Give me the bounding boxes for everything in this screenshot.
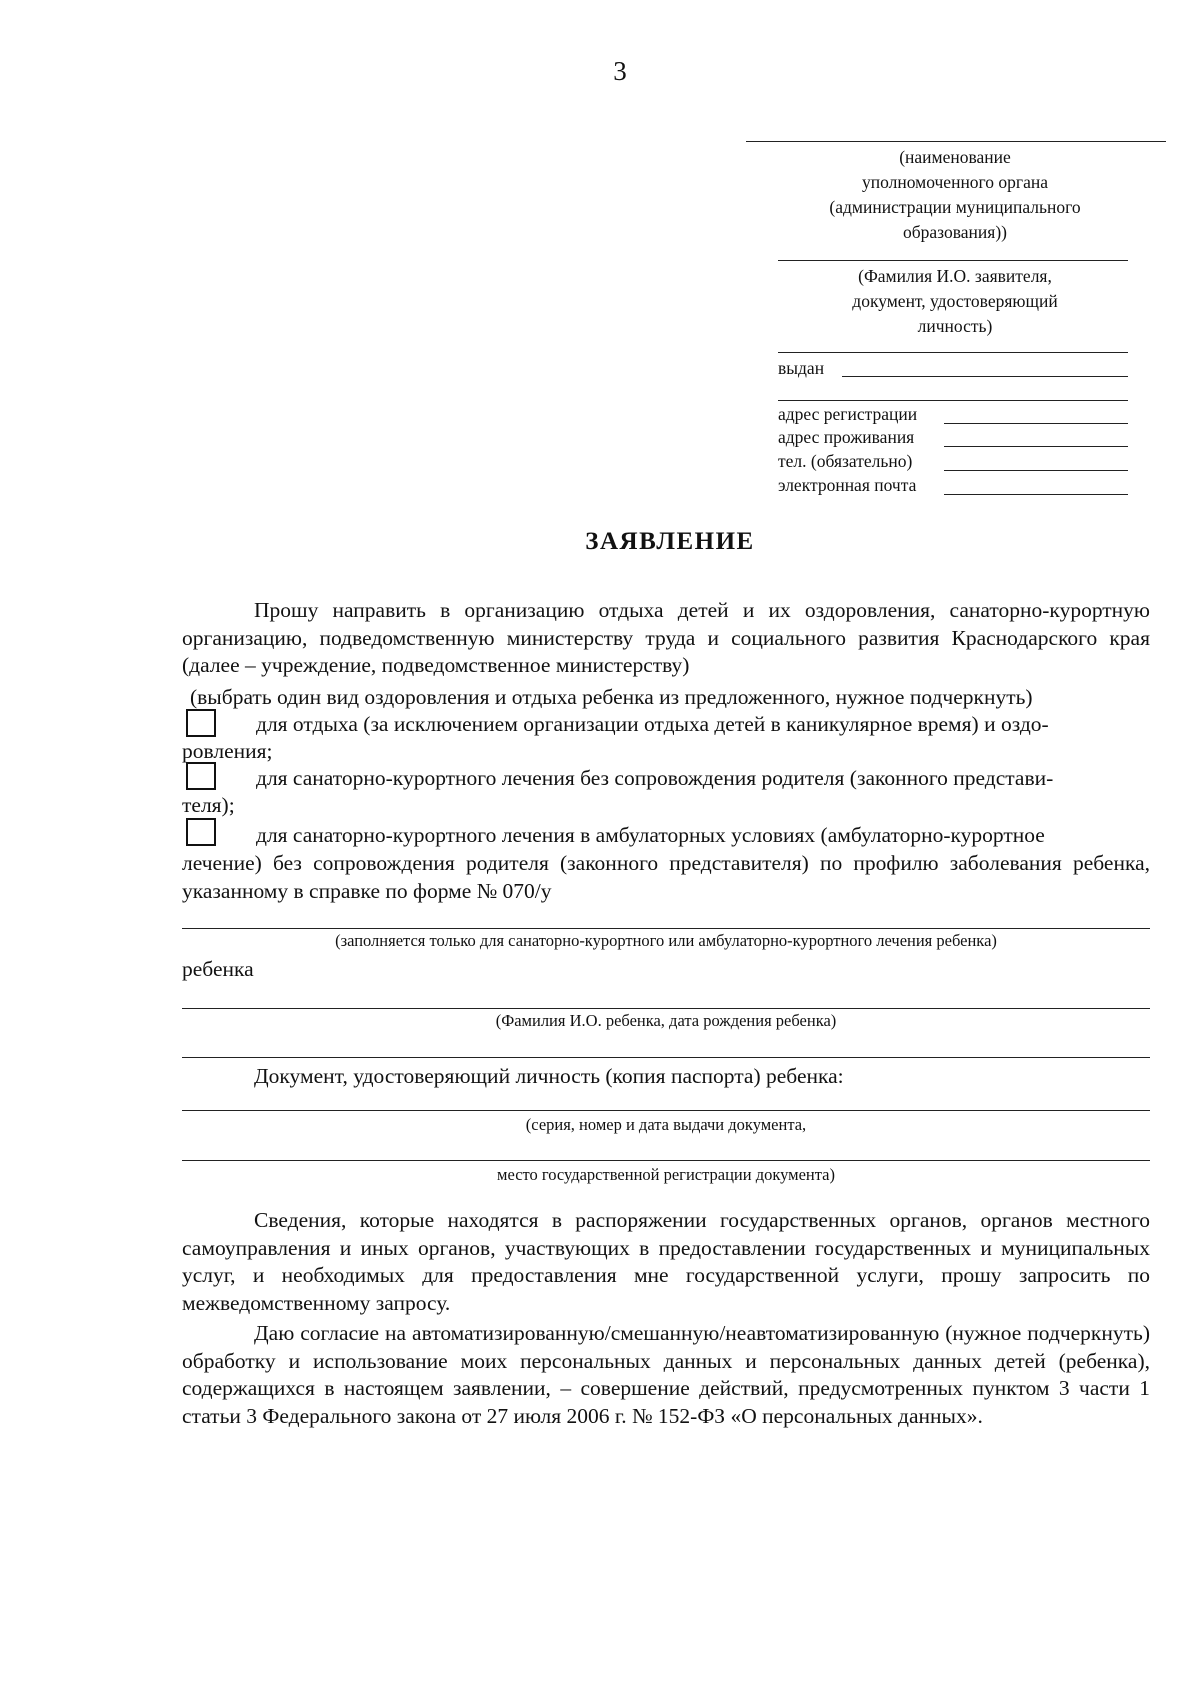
email-input[interactable] (944, 494, 1128, 495)
option-rest-text: для отдыха (за исключением организации отдыха детей в каникулярное время) и оздо- (256, 712, 1049, 736)
issued-label: выдан (778, 358, 825, 378)
applicant-line[interactable] (778, 260, 1128, 261)
option-sanatorium-text: для санаторно-курортного лечения без сопровождения родителя (законного представи- (256, 766, 1054, 790)
email-field: электронная почта (778, 475, 917, 495)
child-registration-caption: место государственной регистрации документа) (497, 1165, 835, 1184)
option-outpatient-text: для санаторно-курортного лечения в амбулаторных условиях (амбулаторно-курортное (256, 823, 1045, 847)
phone-field: тел. (обязательно) (778, 451, 913, 471)
authority-caption: (наименование уполномоченного органа (администрации муниципального образования)) (829, 147, 1081, 242)
page-number: 3 (613, 56, 627, 86)
child-name-caption: (Фамилия И.О. ребенка, дата рождения ребенка) (495, 1011, 837, 1030)
child-document-line[interactable] (182, 1110, 1150, 1111)
document-title: ЗАЯВЛЕНИЕ (585, 528, 755, 555)
child-document-caption: (серия, номер и дата выдачи документа, (525, 1115, 807, 1134)
residence-address-input[interactable] (944, 446, 1128, 447)
selection-instruction: (выбрать один вид оздоровления и отдыха ребенка из предложенного, нужное подчеркнуть) (190, 685, 1033, 709)
treatment-line[interactable] (182, 928, 1150, 929)
applicant-caption: (Фамилия И.О. заявителя, документ, удостоверяющий личность) (852, 266, 1058, 336)
option-sanatorium-continuation: теля); (182, 793, 235, 817)
information-paragraph: Сведения, которые находятся в распоряжении государственных органов, органов местного самоуправления и иных органов, участвующих в предоставлении государственных и муниципальных услуг, и необходимых для предоставления мне государственной услуги, прошу запросить по межведомственному запросу. (182, 1208, 1150, 1315)
phone-input[interactable] (944, 470, 1128, 471)
option-sanatorium-checkbox[interactable] (186, 762, 216, 790)
option-rest-checkbox[interactable] (186, 709, 216, 737)
consent-paragraph: Даю согласие на автоматизированную/смешанную/неавтоматизированную (нужное подчеркнуть) обработку и использование моих персональных данных и персональных данных детей (ребенка), содержащихся в настоящем заявлении, – совершение действий, предусмотренных пунктом 3 части 1 статьи 3 Федерального закона от 27 июля 2006 г. № 152-ФЗ «О персональных данных». (182, 1321, 1150, 1428)
applicant-document-line[interactable] (778, 352, 1128, 353)
option-outpatient-continuation: лечение) без сопровождения родителя (законного представителя) по профилю заболевания ребенка, указанному в справке по форме № 070/у (182, 851, 1150, 903)
issued-continuation-line[interactable] (778, 400, 1128, 401)
residence-address-field: адрес проживания (778, 427, 915, 447)
issued-field (778, 357, 824, 379)
child-document-label: Документ, удостоверяющий личность (копия паспорта) ребенка: (254, 1064, 844, 1088)
issued-input[interactable] (842, 376, 1128, 377)
registration-address-field: адрес регистрации (778, 404, 918, 424)
authority-line[interactable] (746, 141, 1166, 142)
request-intro: Прошу направить в организацию отдыха детей и их оздоровления, санаторно-курортную организацию, подведомственную министерству труда и социального развития Краснодарского края (далее – учреждение, подведомственное министерству) (182, 598, 1150, 677)
child-label: ребенка (182, 957, 254, 981)
option-rest-continuation: ровления; (182, 739, 273, 763)
registration-address-input[interactable] (944, 423, 1128, 424)
child-registration-line[interactable] (182, 1160, 1150, 1161)
child-name-line[interactable] (182, 1008, 1150, 1009)
option-outpatient-checkbox[interactable] (186, 818, 216, 846)
child-name-line-2[interactable] (182, 1057, 1150, 1058)
treatment-caption: (заполняется только для санаторно-курортного или амбулаторно-курортного лечения ребенка) (335, 931, 997, 950)
